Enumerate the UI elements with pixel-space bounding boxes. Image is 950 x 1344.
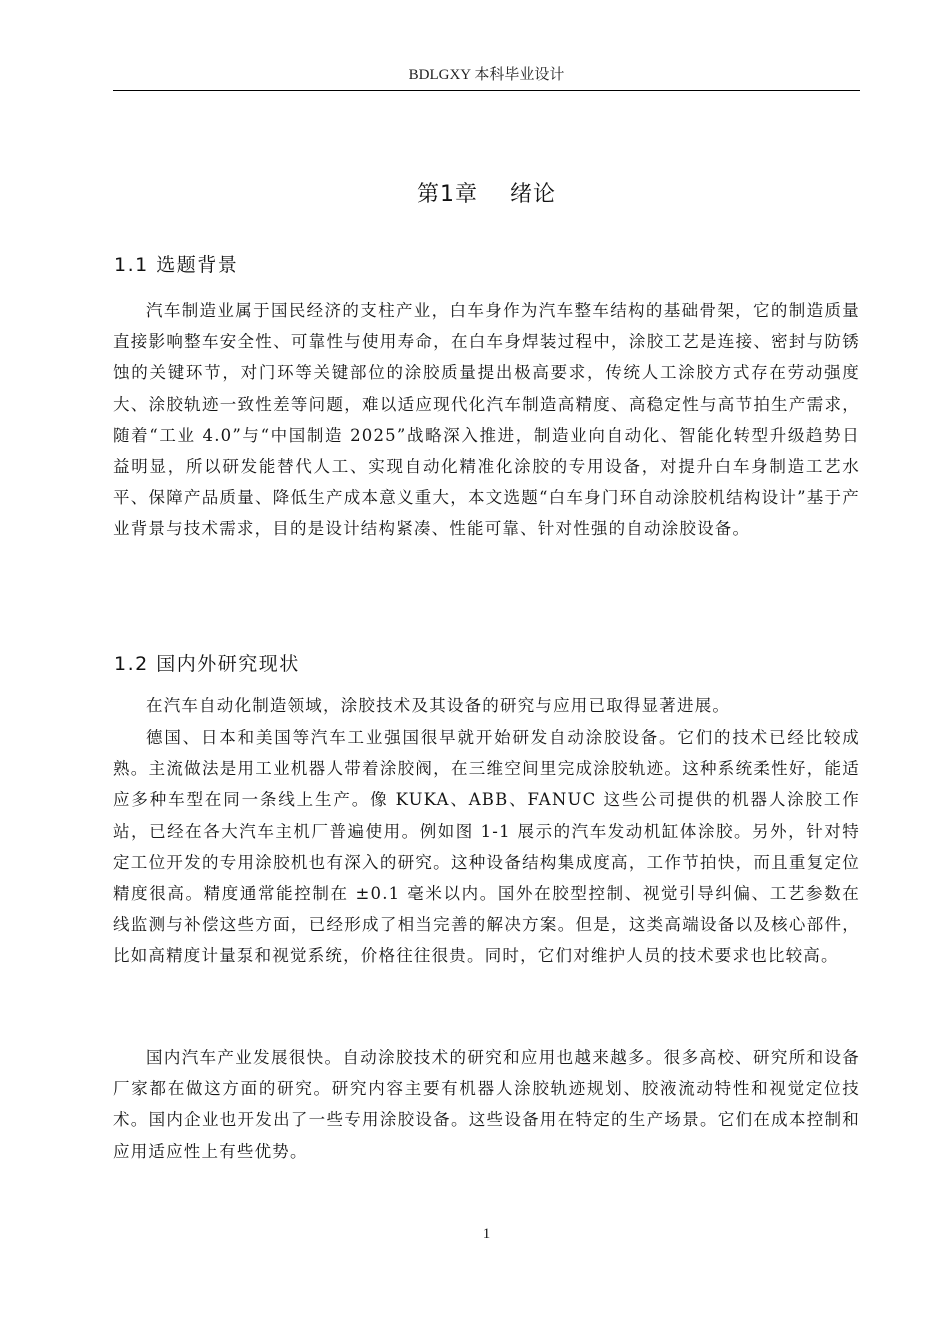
running-header: BDLGXY 本科毕业设计 (408, 67, 565, 83)
paragraph-foreign-research: 德国、日本和美国等汽车工业强国很早就开始研发自动涂胶设备。它们的技术已经比较成熟。主流做法是用工业机器人带着涂胶阀，在三维空间里完成涂胶轨迹。这种系统柔性好，能适应多种车型在同一条线上生产。像 KUKA、ABB、FANUC 这些公司提供的机器人涂胶工作站，已经在各大汽车主机厂普遍使用。例如图 1-1 展示的汽车发动机缸体涂胶。另外，针对特定工位开发的专用涂胶机也有深入的研究。这种设备结构集成度高，工作节拍快，而且重复定位精度很高。精度通常能控制在 ±0.1 毫米以内。国外在胶型控制、视觉引导纠偏、工艺参数在线监测与补偿这些方面，已经形成了相当完善的解决方案。但是，这类高端设备以及核心部件，比如高精度计量泵和视觉系统，价格往往很贵。同时，它们对维护人员的技术要求也比较高。 (113, 728, 860, 966)
header-rule (113, 90, 860, 91)
section-heading-1-2: 1.2 国内外研究现状 (114, 653, 300, 675)
paragraph-research-intro: 在汽车自动化制造领域，涂胶技术及其设备的研究与应用已取得显著进展。 (146, 696, 731, 715)
paragraph-background: 汽车制造业属于国民经济的支柱产业，白车身作为汽车整车结构的基础骨架，它的制造质量直接影响整车安全性、可靠性与使用寿命，在白车身焊装过程中，涂胶工艺是连接、密封与防锈蚀的关键环节，对门环等关键部位的涂胶质量提出极高要求，传统人工涂胶方式存在劳动强度大、涂胶轨迹一致性差等问题，难以适应现代化汽车制造高精度、高稳定性与高节拍生产需求，随着“工业 4.0”与“中国制造 2025”战略深入推进，制造业向自动化、智能化转型升级趋势日益明显，所以研发能替代人工、实现自动化精准化涂胶的专用设备，对提升白车身制造工艺水平、保障产品质量、降低生产成本意义重大，本文选题“白车身门环自动涂胶机结构设计”基于产业背景与技术需求，目的是设计结构紧凑、性能可靠、针对性强的自动涂胶设备。 (113, 301, 860, 539)
paragraph-domestic-research: 国内汽车产业发展很快。自动涂胶技术的研究和应用也越来越多。很多高校、研究所和设备厂家都在做这方面的研究。研究内容主要有机器人涂胶轨迹规划、胶液流动特性和视觉定位技术。国内企业也开发出了一些专用涂胶设备。这些设备用在特定的生产场景。它们在成本控制和应用适应性上有些优势。 (113, 1048, 860, 1161)
page-number: 1 (482, 1226, 491, 1242)
section-heading-1-1: 1.1 选题背景 (114, 254, 239, 276)
chapter-title: 第1章 绪论 (417, 182, 556, 207)
